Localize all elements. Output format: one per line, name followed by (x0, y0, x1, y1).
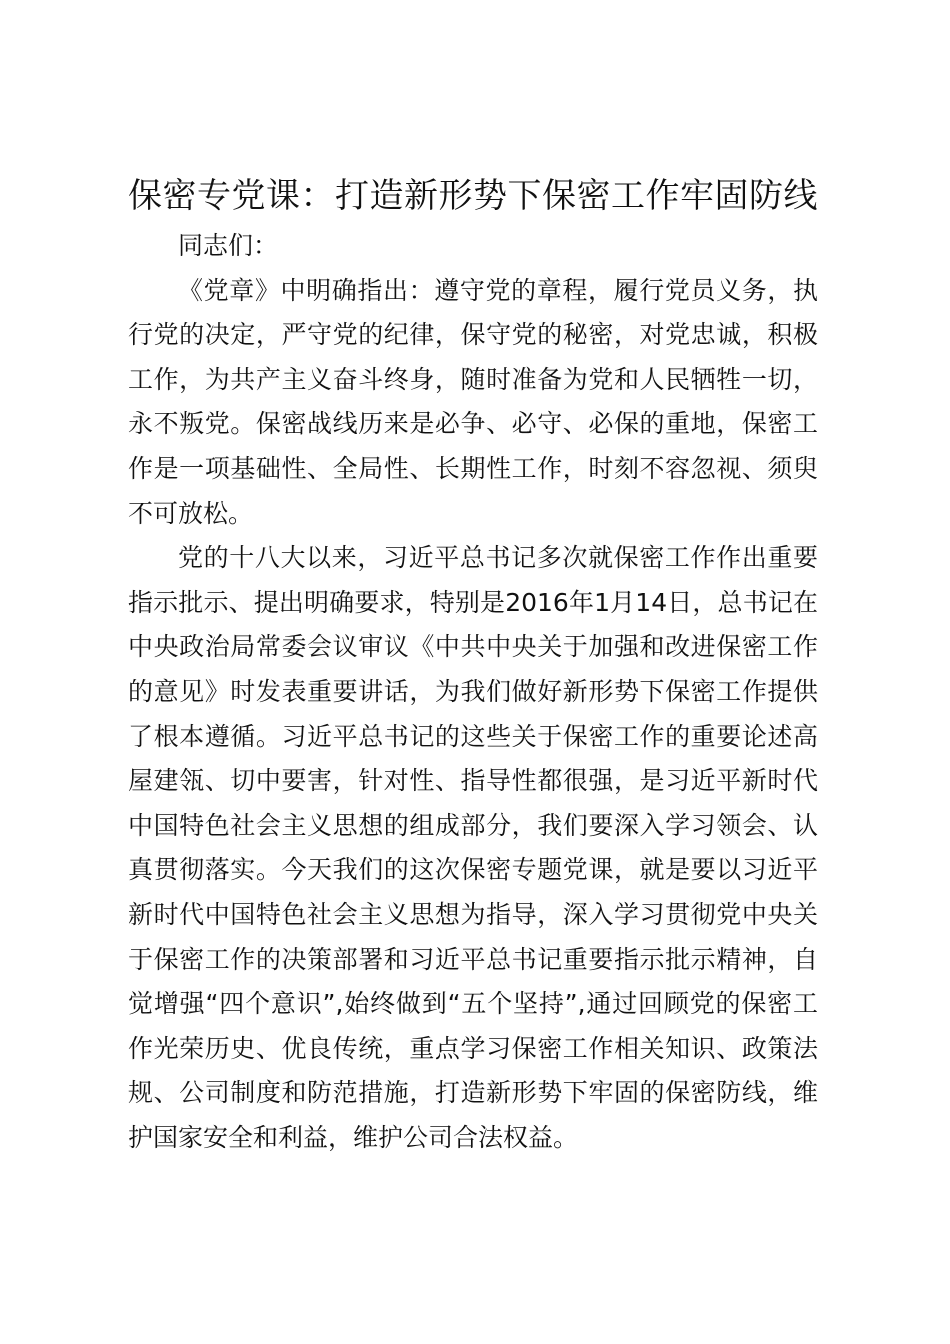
document-body (128, 224, 818, 1160)
document-title: 保密专党课：打造新形势下保密工作牢固防线 (128, 176, 818, 216)
paragraph: 《党章》中明确指出：遵守党的章程，履行党员义务，执行党的决定，严守党的纪律，保守党的秘密，对党忠诚，积极工作，为共产主义奋斗终身，随时准备为党和人民牺牲一切，永不叛党。保密战线历来是必争、必守、必保的重地，保密工作是一项基础性、全局性、长期性工作，时刻不容忽视、须臾不可放松。 (128, 275, 818, 528)
greeting: 同志们： (178, 231, 279, 260)
paragraph: 党的十八大以来，习近平总书记多次就保密工作作出重要指示批示、提出明确要求，特别是2016年1月14日，总书记在中央政治局常委会议审议《中共中央关于加强和改进保密工作的意见》时发表重要讲话，为我们做好新形势下保密工作提供了根本遵循。习近平总书记的这些关于保密工作的重要论述高屋建瓴、切中要害，针对性、指导性都很强，是习近平新时代中国特色社会主义思想的组成部分，我们要深入学习领会、认真贯彻落实。今天我们的这次保密专题党课，就是要以习近平新时代中国特色社会主义思想为指导，深入学习贯彻党中央关于保密工作的决策部署和习近平总书记重要指示批示精神，自觉增强“四个意识”,始终做到“五个坚持”,通过回顾党的保密工作光荣历史、优良传统，重点学习保密工作相关知识、政策法规、公司制度和防范措施，打造新形势下牢固的保密防线，维护国家安全和利益，维护公司合法权益。 (128, 543, 818, 1152)
